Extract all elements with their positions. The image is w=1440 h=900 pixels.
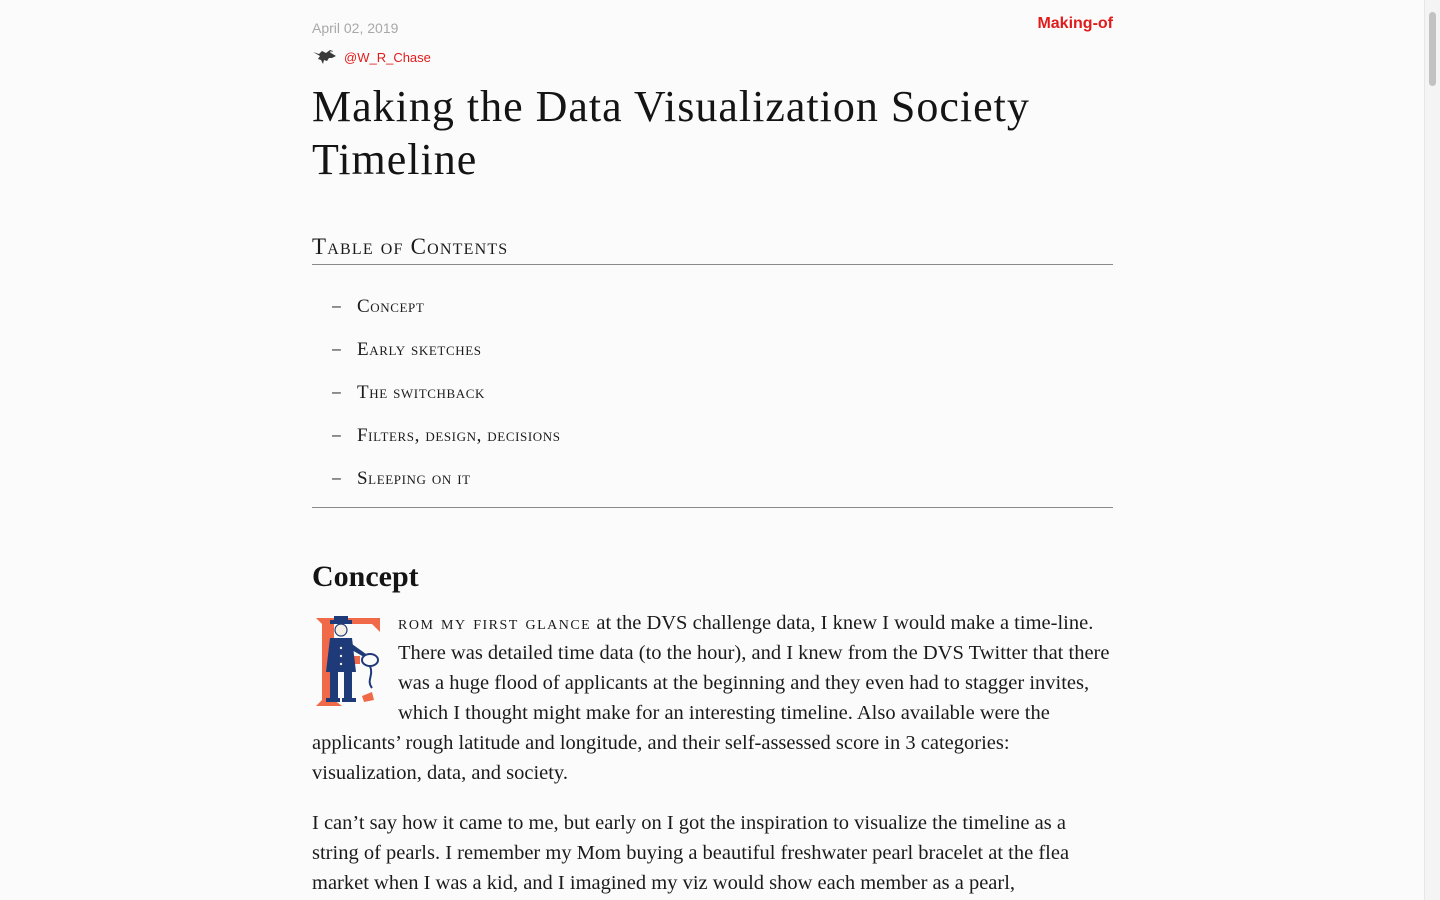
toc-item [312,285,1113,328]
toc-item [312,414,1113,457]
toc-link-sleeping[interactable]: Sleeping on it [357,467,471,489]
scrollbar[interactable] [1424,0,1440,900]
article-body [312,608,1113,900]
table-of-contents [312,234,1113,508]
toc-dash: – [332,426,341,444]
author-byline [312,47,431,67]
toc-link-switchback[interactable]: The switchback [357,381,486,403]
toc-dash: – [332,469,341,487]
toc-list [312,265,1113,508]
toc-dash: – [332,340,341,358]
toc-item [312,457,1113,500]
bird-icon [312,47,338,67]
lead-in-text: rom my first glance [398,612,592,634]
category-link[interactable]: Making-of [1037,15,1113,32]
paragraph [312,608,1113,788]
toc-dash: – [332,297,341,315]
paragraph-text: at the DVS challenge data, I knew I would make a time-line. There was detailed time data (to the hour), and I knew from the DVS Twitter that there was a huge flood of applicants at the beginning and they even had to stagger invites, which I thought might make for an interesting timeline. Also available were the applicants’ rough latitude and longitude, and their self-assessed score in 3 categories: visualization, data, and society. [312,612,1110,784]
section-heading-concept: Concept [312,560,419,593]
dropcap-f-illustration [312,616,384,708]
toc-item [312,328,1113,371]
paragraph: I can’t say how it came to me, but early on I got the inspiration to visualize the timeline as a string of pearls. I remember my Mom buying a beautiful freshwater pearl bracelet at the flea market when I was a kid, and I imagined my viz would show each member as a pearl, [312,812,1070,894]
author-twitter-link[interactable]: @W_R_Chase [344,49,431,65]
toc-dash: – [332,383,341,401]
toc-link-early-sketches[interactable]: Early sketches [357,338,482,360]
toc-link-concept[interactable]: Concept [357,295,425,317]
toc-item [312,371,1113,414]
page-title: Making the Data Visualization Society Timeline [312,82,1030,184]
scrollbar-thumb[interactable] [1429,12,1436,86]
post-date: April 02, 2019 [312,20,399,36]
toc-heading: Table of Contents [312,234,1113,265]
toc-link-filters[interactable]: Filters, design, decisions [357,424,561,446]
